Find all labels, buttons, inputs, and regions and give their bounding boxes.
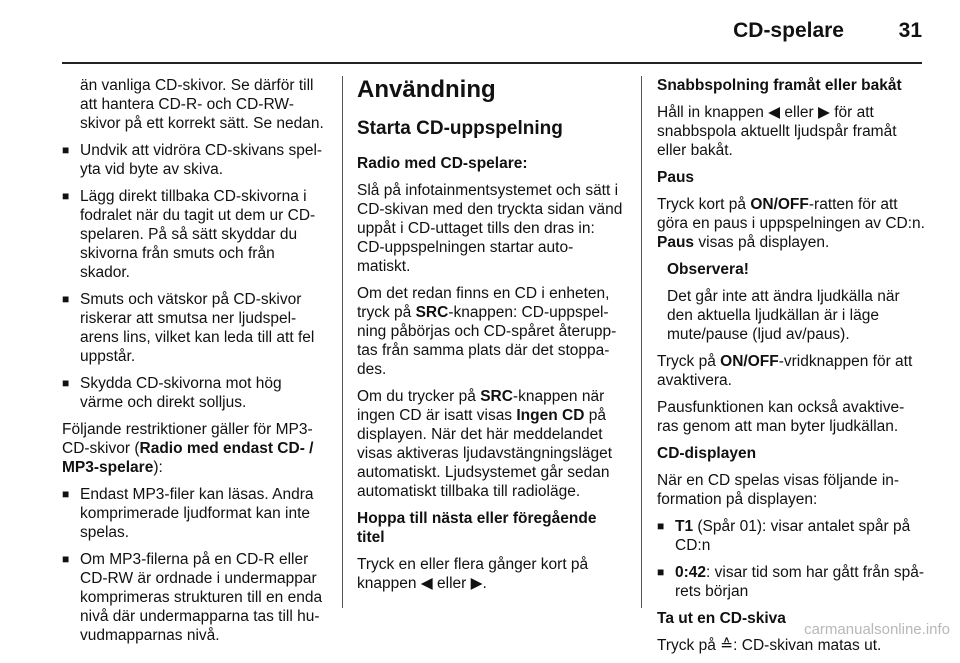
src-button-label: SRC — [480, 388, 513, 405]
skip-title: Hoppa till nästa eller föregående titel — [357, 510, 597, 546]
list-item: ■ Om MP3-filerna på en CD-R eller CD-RW är ordnade i undermappar komprimeras strukturen till en enda nivå där undermapparna tas till hu-vudmapparnas nivå. — [62, 550, 327, 645]
eject-title: Ta ut en CD-skiva — [657, 610, 786, 627]
radio-cd-text: Slå på infotainmentsystemet och sätt i CD-skivan med den tryckta sidan vänd uppåt i CD-uttaget tills den dras in: CD-uppspelningen startar auto-matiskt. — [357, 182, 623, 275]
pause-title: Paus — [657, 169, 695, 186]
note-box — [657, 260, 925, 344]
skip-text: Tryck en eller flera gånger kort på knappen ◀ eller ▶. — [357, 556, 589, 592]
deactivate-text: Tryck på ON/OFF-vridknappen för att avaktivera. — [657, 353, 913, 389]
section-subheading: Starta CD-uppspelning — [357, 118, 563, 139]
time-indicator: 0:42 — [675, 564, 707, 581]
page-title: CD-spelare — [733, 19, 844, 42]
column-divider — [342, 76, 343, 608]
page-number: 31 — [898, 19, 922, 42]
src-button-label: SRC — [415, 304, 449, 321]
radio-cd-title: Radio med CD-spelare: — [357, 155, 528, 172]
column-divider — [641, 76, 642, 608]
track-indicator: T1 — [675, 518, 694, 535]
cd-in-unit-text: Om det redan finns en CD i enheten, tryck på SRC-knappen: CD-uppspel-ning påbörjas och CD-spåret återupp-tas från samma plats där det stoppa-des. — [357, 285, 617, 378]
on-off-label: ON/OFF — [750, 196, 809, 213]
mp3-restriction-intro: Följande restriktioner gäller för MP3-CD-skivor (Radio med endast CD- / MP3-spelare): — [62, 421, 314, 476]
list-item: ■ Endast MP3-filer kan läsas. Andra komprimerade ljudformat kan inte spelas. — [62, 485, 327, 542]
note-text: Det går inte att ändra ljudkälla när den aktuella ljudkällan är i läge mute/pause (ljud av/paus). — [667, 288, 900, 343]
list-item: ■ 0:42: visar tid som har gått från spå-rets början — [657, 563, 925, 601]
watermark: carmanualsonline.info — [804, 621, 950, 638]
cd-display-text: När en CD spelas visas följande in-formation på displayen: — [657, 472, 900, 508]
pause-function-text: Pausfunktionen kan också avaktive-ras genom att man byter ljudkällan. — [657, 399, 905, 435]
pause-text: Tryck kort på ON/OFF-ratten för att göra en paus i uppspelningen av CD:n. Paus visas på displayen. — [657, 196, 925, 251]
column-2 — [357, 76, 625, 601]
section-heading: Användning — [357, 76, 496, 103]
list-item: ■ Smuts och vätskor på CD-skivor riskerar att smutsa ner ljudspel-arens lins, vilket kan leda till att fel uppstår. — [62, 290, 327, 366]
on-off-label: ON/OFF — [720, 353, 779, 370]
no-cd-message: Ingen CD — [516, 407, 585, 424]
mp3-bullet-list — [62, 485, 327, 645]
note-title: Observera! — [667, 261, 749, 278]
no-cd-text: Om du trycker på SRC-knappen när ingen CD är isatt visas Ingen CD på displayen. När det här meddelandet visas aktiveras ljudavstängningsläget automatiskt. Ljudsystemet går sedan automatiskt tillbaka till radioläge. — [357, 388, 613, 500]
display-info-list — [657, 517, 925, 601]
fast-forward-title: Snabbspolning framåt eller bakåt — [657, 77, 902, 94]
intro-text: än vanliga CD-skivor. Se därför till att hantera CD-R- och CD-RW-skivor på ett korrekt sätt. Se nedan. — [80, 77, 324, 132]
list-item: ■ Lägg direkt tillbaka CD-skivorna i fodralet när du tagit ut dem ur CD-spelaren. På så sätt skyddar du skivorna från smuts och från skador. — [62, 187, 327, 282]
eject-icon: ≙ — [720, 637, 734, 654]
eject-text: Tryck på ≙: CD-skivan matas ut. — [657, 637, 882, 654]
care-bullet-list — [62, 141, 327, 412]
page-header — [62, 0, 922, 64]
pause-display-label: Paus — [657, 234, 695, 251]
list-item: ■ T1 (Spår 01): visar antalet spår på CD:n — [657, 517, 925, 555]
radio-model-name: Radio med endast CD- / MP3-spelare — [62, 440, 314, 476]
cd-display-title: CD-displayen — [657, 445, 757, 462]
fast-forward-text: Håll in knappen ◀ eller ▶ för att snabbspola aktuellt ljudspår framåt eller bakåt. — [657, 104, 897, 159]
column-1 — [62, 76, 327, 653]
list-item: ■ Skydda CD-skivorna mot hög värme och direkt solljus. — [62, 374, 327, 412]
column-3 — [657, 76, 925, 663]
list-item: ■ Undvik att vidröra CD-skivans spel-yta vid byte av skiva. — [62, 141, 327, 179]
